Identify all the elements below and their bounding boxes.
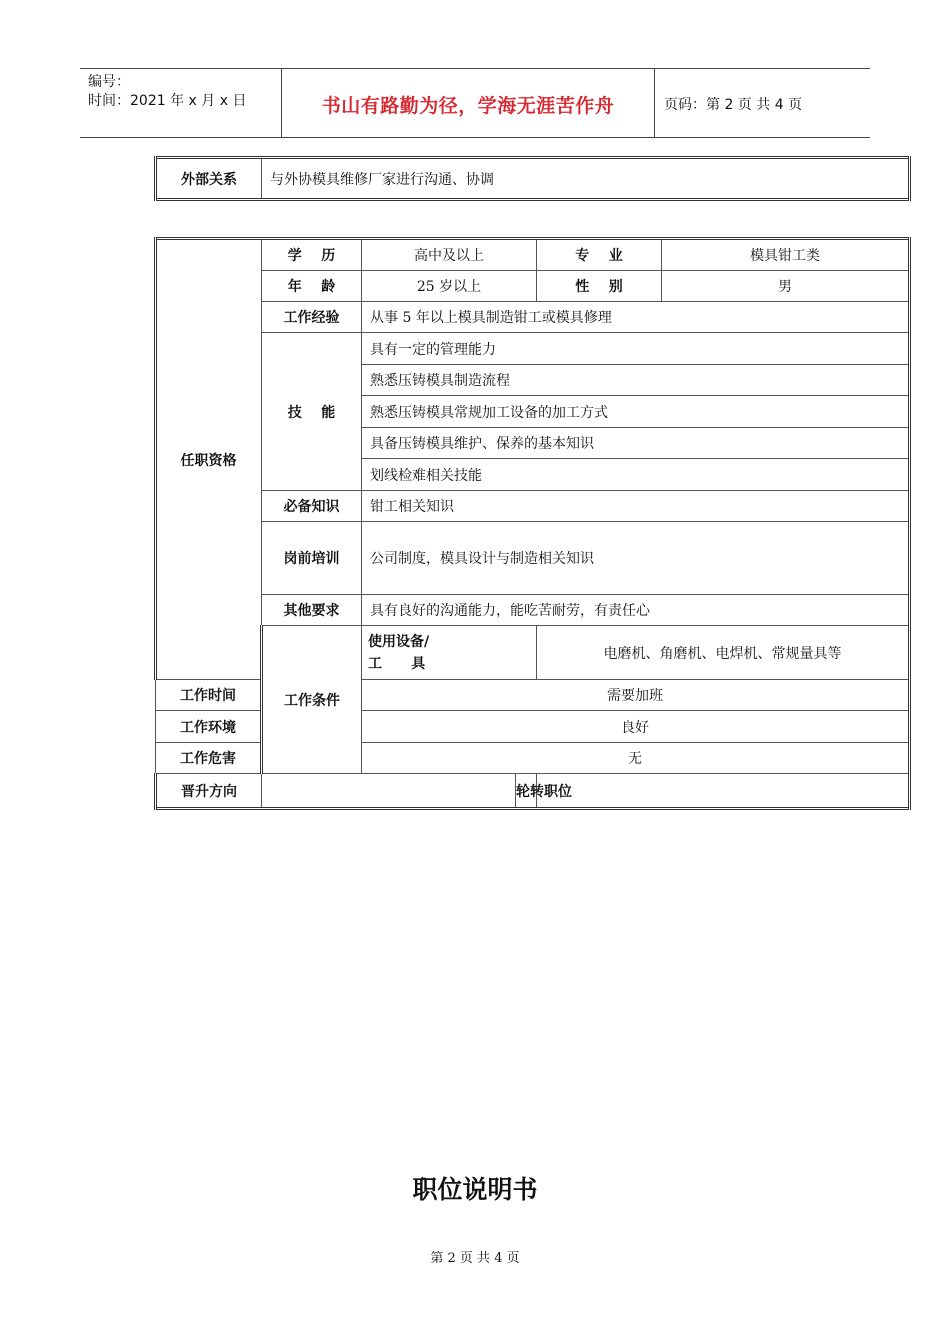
- experience-label: 工作经验: [262, 302, 362, 333]
- work-environment-value: 良好: [362, 711, 910, 743]
- education-label: 学 历: [262, 239, 362, 271]
- work-hazard-label: 工作危害: [156, 743, 262, 774]
- work-time-value: 需要加班: [362, 680, 910, 711]
- page-header: [80, 68, 870, 138]
- header-motto: 书山有路勤为径，学海无涯苦作舟: [321, 95, 615, 117]
- table-row: [156, 271, 910, 302]
- promotion-label: 晋升方向: [156, 774, 262, 809]
- gender-label: 性 别: [537, 271, 662, 302]
- equipment-value: 电磨机、角磨机、电焊机、常规量具等: [537, 626, 910, 680]
- training-label: 岗前培训: [262, 522, 362, 595]
- skill-item: 熟悉压铸模具常规加工设备的加工方式: [362, 396, 910, 428]
- education-value: 高中及以上: [362, 239, 537, 271]
- table-row: [156, 158, 910, 200]
- skills-label: 技 能: [262, 333, 362, 491]
- work-hazard-value: 无: [362, 743, 910, 774]
- knowledge-label: 必备知识: [262, 491, 362, 522]
- table-row: [156, 595, 910, 626]
- age-label: 年 龄: [262, 271, 362, 302]
- rotation-value: [537, 774, 910, 809]
- other-requirements-value: 具有良好的沟通能力，能吃苦耐劳，有责任心: [362, 595, 910, 626]
- qualifications-table: [154, 237, 911, 810]
- knowledge-value: 钳工相关知识: [362, 491, 910, 522]
- equipment-label-line1: 使用设备/: [368, 633, 430, 650]
- equipment-label-line2: 工 具: [368, 655, 426, 672]
- table-row: [156, 491, 910, 522]
- age-value: 25 岁以上: [362, 271, 537, 302]
- footer-page-number: 第 2 页 共 4 页: [430, 1251, 520, 1266]
- table-row: [156, 626, 910, 680]
- external-relations-label: 外部关系: [156, 158, 262, 200]
- document-number: 编号：: [88, 74, 130, 90]
- header-page-number: 页码：第 2 页 共 4 页: [664, 97, 803, 113]
- gender-value: 男: [662, 271, 910, 302]
- work-time-label: 工作时间: [156, 680, 262, 711]
- document-title: 职位说明书: [412, 1175, 538, 1204]
- skill-item: 划线检难相关技能: [362, 459, 910, 491]
- header-meta: [88, 73, 246, 111]
- table-row: [156, 333, 910, 365]
- other-requirements-label: 其他要求: [262, 595, 362, 626]
- rotation-label: 轮转职位: [516, 783, 572, 800]
- skill-item: 熟悉压铸模具制造流程: [362, 365, 910, 396]
- major-label: 专 业: [537, 239, 662, 271]
- external-relations-table: [154, 156, 911, 201]
- work-environment-label: 工作环境: [156, 711, 262, 743]
- experience-value: 从事 5 年以上模具制造钳工或模具修理: [362, 302, 910, 333]
- table-row: [156, 522, 910, 595]
- promotion-value-cell: [262, 774, 572, 809]
- training-value: 公司制度，模具设计与制造相关知识: [362, 522, 910, 595]
- table-row: [156, 774, 910, 809]
- major-value: 模具钳工类: [662, 239, 910, 271]
- section-work-conditions: 工作条件: [262, 626, 362, 774]
- skill-item: 具备压铸模具维护、保养的基本知识: [362, 428, 910, 459]
- section-qualifications: 任职资格: [156, 239, 262, 680]
- document-date: 时间：2021 年 x 月 x 日: [88, 93, 247, 109]
- header-divider: [654, 69, 655, 137]
- promotion-value: [262, 774, 516, 807]
- skill-item: 具有一定的管理能力: [362, 333, 910, 365]
- external-relations-value: 与外协模具维修厂家进行沟通、协调: [262, 158, 910, 200]
- table-row: [156, 239, 910, 271]
- equipment-label: [362, 626, 537, 680]
- table-row: [156, 302, 910, 333]
